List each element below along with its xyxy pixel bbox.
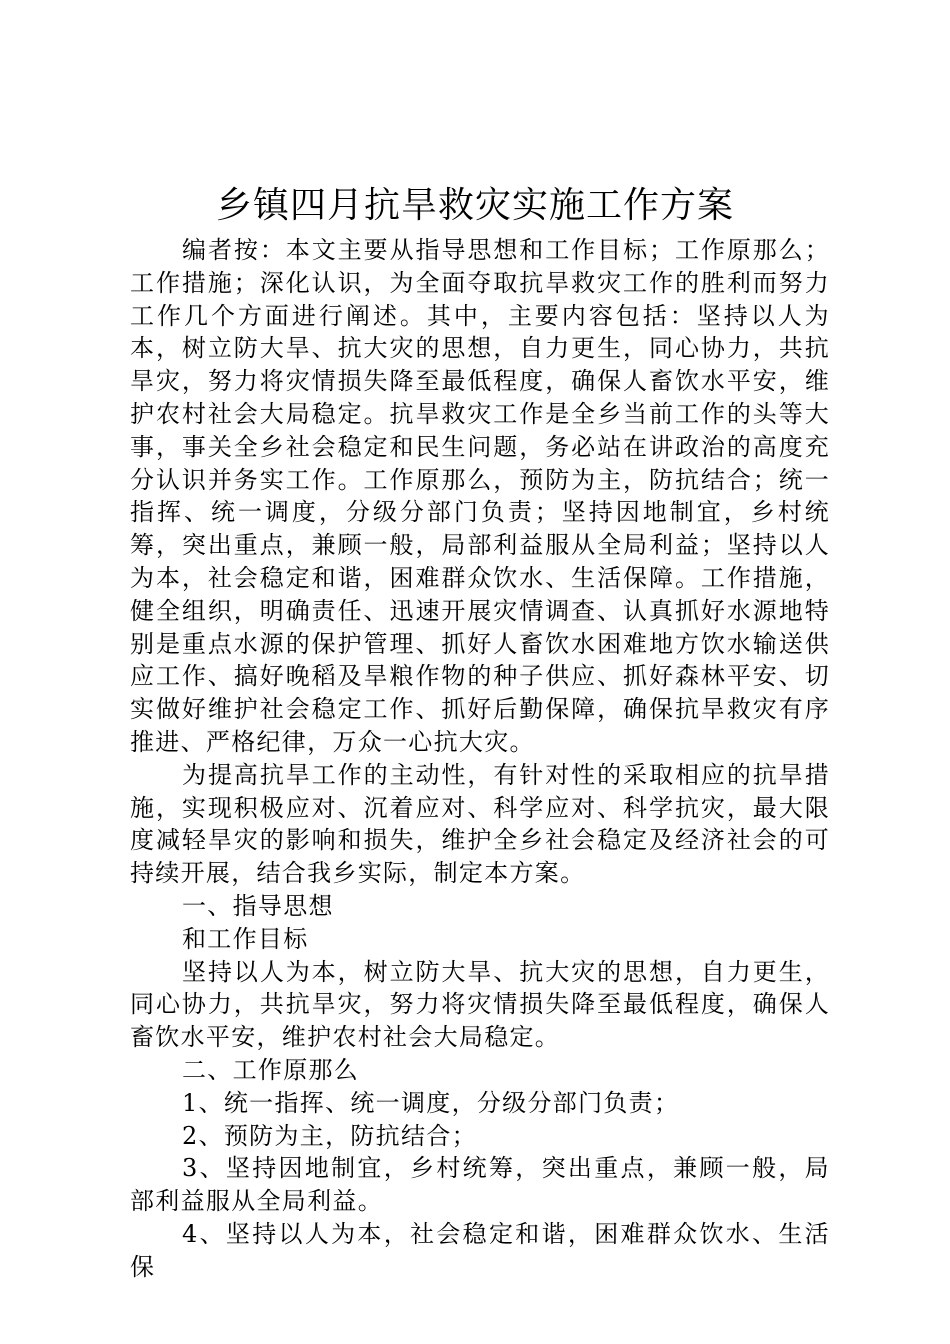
document-body (130, 234, 830, 1284)
paragraph-purpose: 为提高抗旱工作的主动性，有针对性的采取相应的抗旱措施，实现积极应对、沉着应对、科学应对、科学抗灾，最大限度减轻旱灾的影响和损失，维护全乡社会稳定及经济社会的可持续开展，结合我乡实际，制定本方案。 (130, 760, 830, 888)
list-item-principle-4: 4、坚持以人为本，社会稳定和谐，困难群众饮水、生活保 (130, 1219, 830, 1281)
document-title: 乡镇四月抗旱救灾实施工作方案 (215, 185, 734, 226)
section-heading-work-principles: 二、工作原那么 (182, 1055, 360, 1084)
section-heading-work-goal: 和工作目标 (182, 924, 309, 953)
paragraph-guiding-thought: 坚持以人为本，树立防大旱、抗大灾的思想，自力更生，同心协力，共抗旱灾，努力将灾情损失降至最低程度，确保人畜饮水平安，维护农村社会大局稳定。 (130, 957, 830, 1052)
list-item-principle-3: 3、坚持因地制宜，乡村统筹，突出重点，兼顾一般，局部利益服从全局利益。 (130, 1154, 830, 1216)
list-item-principle-1: 1、统一指挥、统一调度，分级分部门负责； (182, 1088, 680, 1117)
paragraph-editor-note: 编者按：本文主要从指导思想和工作目标；工作原那么；工作措施；深化认识，为全面夺取抗旱救灾工作的胜利而努力工作几个方面进行阐述。其中，主要内容包括：坚持以人为本，树立防大旱、抗大灾的思想，自力更生，同心协力，共抗旱灾，努力将灾情损失降至最低程度，确保人畜饮水平安，维护农村社会大局稳定。抗旱救灾工作是全乡当前工作的头等大事，事关全乡社会稳定和民生问题，务必站在讲政治的高度充分认识并务实工作。工作原那么，预防为主，防抗结合；统一指挥、统一调度，分级分部门负责；坚持因地制宜，乡村统筹，突出重点，兼顾一般，局部利益服从全局利益；坚持以人为本，社会稳定和谐，困难群众饮水、生活保障。工作措施，健全组织，明确责任、迅速开展灾情调查、认真抓好水源地特别是重点水源的保护管理、抓好人畜饮水困难地方饮水输送供应工作、搞好晚稻及旱粮作物的种子供应、抓好森林平安、切实做好维护社会稳定工作、抓好后勤保障，确保抗旱救灾有序推进、严格纪律，万众一心抗大灾。 (130, 236, 830, 756)
list-item-principle-2: 2、预防为主，防抗结合； (182, 1121, 477, 1150)
section-heading-guiding-thought: 一、指导思想 (182, 891, 334, 920)
